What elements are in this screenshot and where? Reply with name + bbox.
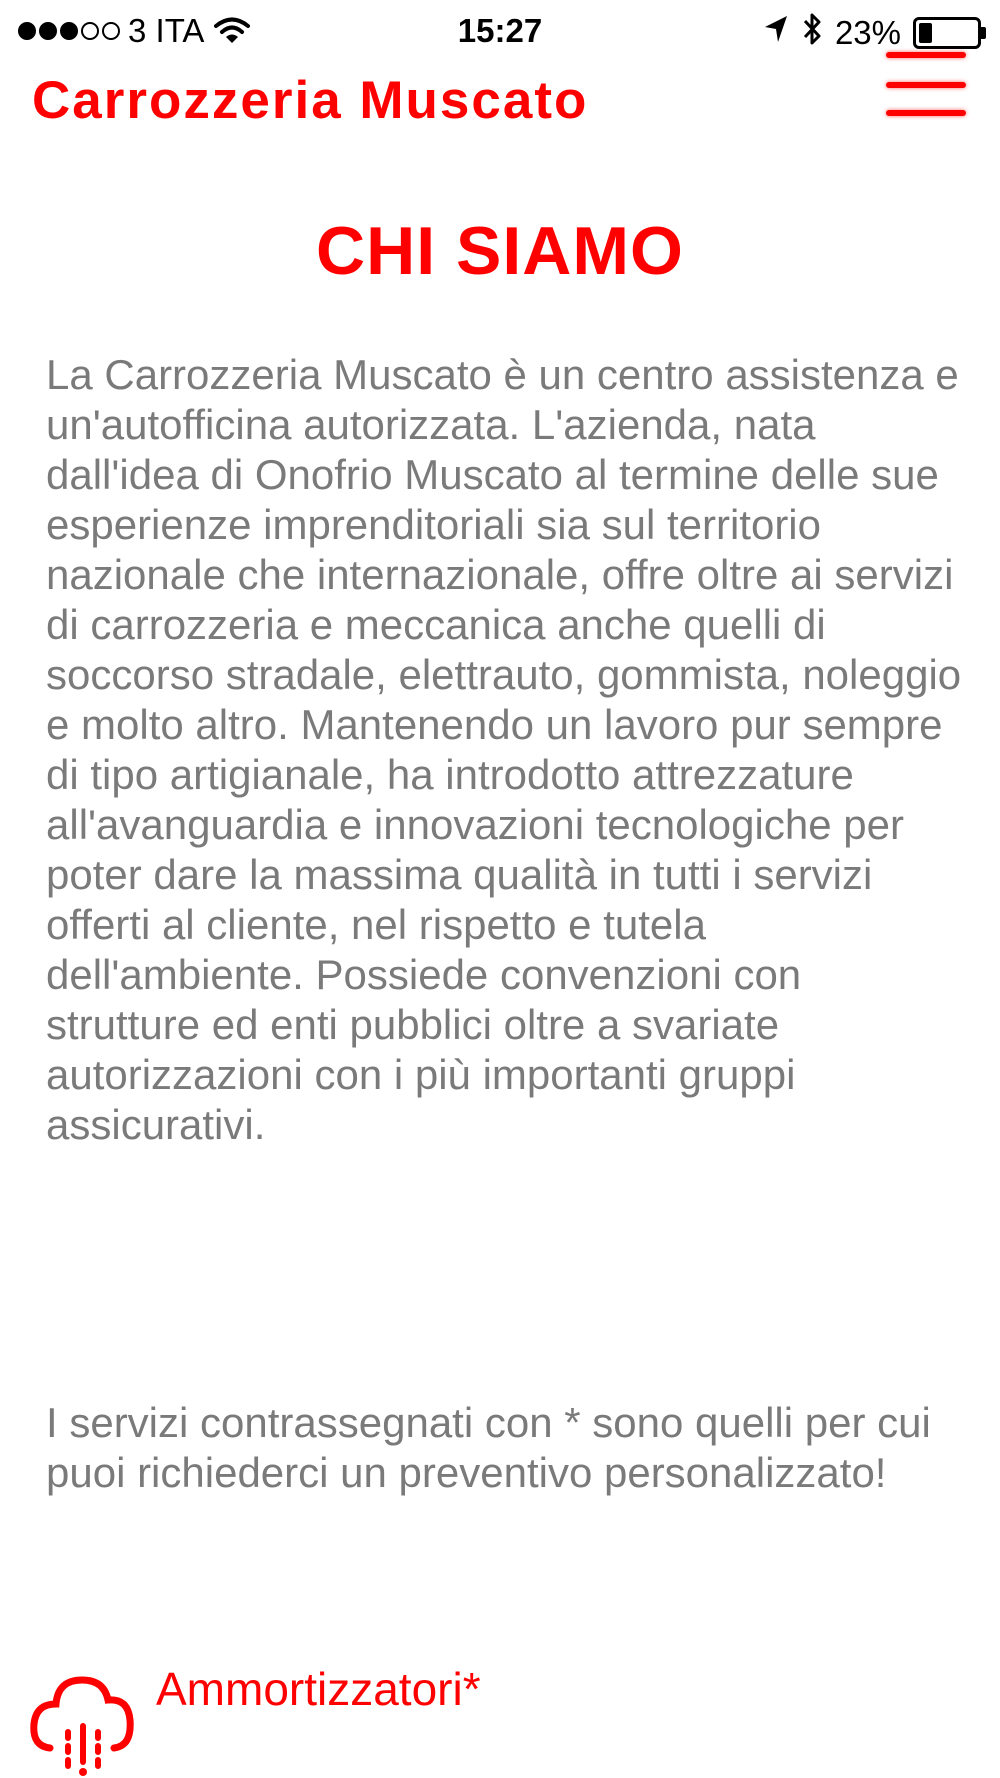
page-title: CHI SIAMO bbox=[316, 213, 684, 289]
quote-note: I servizi contrassegnati con * sono quelli per cui puoi richiederci un preventivo personalizzato! bbox=[46, 1399, 931, 1496]
app-header bbox=[0, 60, 1000, 160]
clock: 15:27 bbox=[457, 12, 543, 49]
status-bar bbox=[0, 0, 1000, 68]
battery-icon bbox=[913, 17, 986, 49]
hamburger-menu-icon[interactable] bbox=[886, 52, 966, 132]
brand-title: Carrozzeria Muscato bbox=[32, 71, 589, 130]
intro-paragraph: La Carrozzeria Muscato è un centro assistenza e un'autofficina autorizzata. L'azienda, nata dall'idea di Onofrio Muscato al termine delle sue esperienze imprenditoriali sia sul territorio nazionale che internazionale, offre oltre ai servizi di carrozzeria e meccanica anche quelli di soccorso stradale, elettrauto, gommista, noleggio e molto altro. Mantenendo un lavoro pur sempre di tipo artigianale, ha introdotto attrezzature all'avanguardia e innovazioni tecnologiche per poter dare la massima qualità in tutti i servizi offerti al cliente, nel rispetto e tutela dell'ambiente. Possiede convenzioni con strutture ed enti pubblici oltre a svariate autorizzazioni con i più importanti gruppi assicurativi. bbox=[46, 351, 962, 1148]
battery-percentage: 23% bbox=[834, 14, 901, 51]
location-arrow-icon bbox=[763, 14, 789, 52]
carrier-label: 3 ITA bbox=[128, 12, 205, 49]
service-label: Ammortizzatori* bbox=[156, 1663, 481, 1715]
status-right bbox=[763, 12, 986, 54]
bluetooth-icon bbox=[801, 12, 823, 54]
service-item-ammortizzatori[interactable] bbox=[28, 1650, 968, 1778]
shock-absorber-icon bbox=[28, 1650, 138, 1778]
